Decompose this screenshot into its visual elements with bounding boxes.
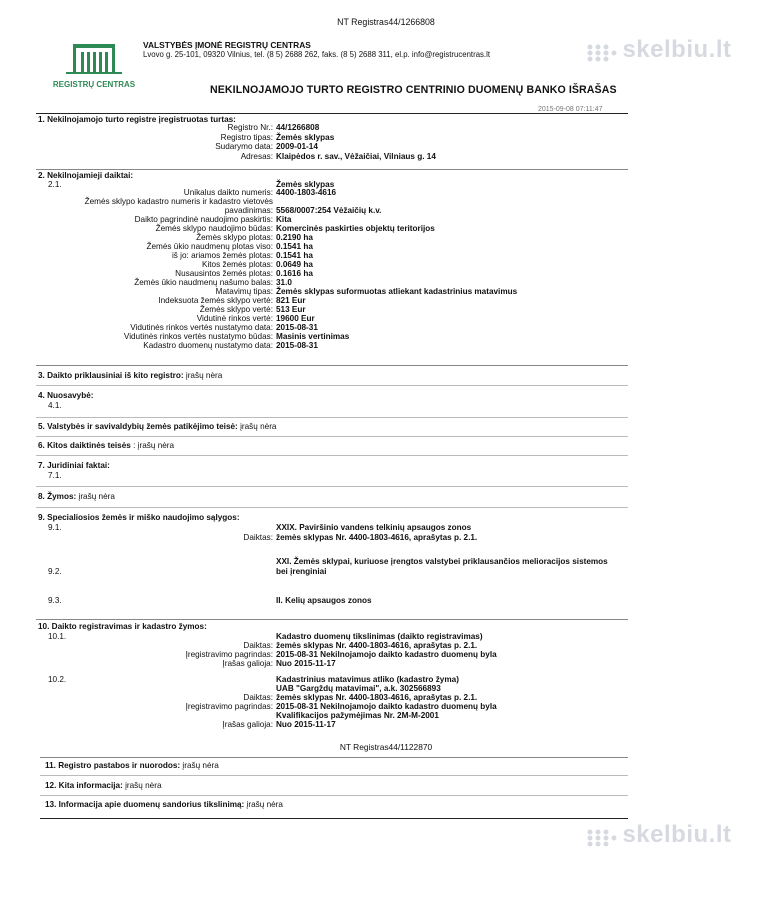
field-value: Klaipėdos r. sav., Vėžaičiai, Vilniaus g. 14 <box>276 151 436 161</box>
field-label: Kitos žemės plotas: <box>202 260 273 269</box>
section-divider <box>36 169 628 170</box>
cadastral-label-line-1: Žemės sklypo kadastro numeris ir kadastro vietovės <box>84 197 273 206</box>
field-value: 0.1616 ha <box>276 269 313 278</box>
field-value: 44/1266808 <box>276 123 320 132</box>
watermark-bottom <box>584 821 731 850</box>
section-divider <box>36 365 628 366</box>
field-value: 2015-08-31 <box>276 323 318 332</box>
field-label: Indeksuota žemės sklypo vertė: <box>158 296 273 305</box>
field-value: Nuo 2015-11-17 <box>276 659 336 668</box>
field-value: Kita <box>276 215 292 224</box>
section-divider <box>36 417 628 418</box>
item-number: 4.1. <box>48 401 62 410</box>
section-divider <box>36 619 628 620</box>
item-number: 7.1. <box>48 471 62 480</box>
item-number: 2.1. <box>48 180 62 189</box>
field-label: Kadastro duomenų nustatymo data: <box>143 341 273 350</box>
footer-divider <box>40 818 628 819</box>
section-divider <box>36 455 628 456</box>
section-11-heading: 11. Registro pastabos ir nuorodos: įrašų nėra <box>45 761 219 770</box>
watermark-text: skelbiu.lt <box>622 36 732 63</box>
doc-number-footer: NT Registras44/1122870 <box>339 742 433 752</box>
field-label: Registro tipas: <box>220 132 273 142</box>
field-label: Daiktas: <box>243 693 273 702</box>
organization-address: Lvovo g. 25-101, 09320 Vilnius, tel. (8 5) 2688 262, faks. (8 5) 2688 311, el.p. info@registrucentras.lt <box>143 50 490 59</box>
restriction-title: XXI. Žemės sklypai, kuriuose įrengtos valstybei priklausančios melioracijos sistemos <box>276 557 608 566</box>
field-value: 0.1541 ha <box>276 242 313 251</box>
section-10-heading: 10. Daikto registravimas ir kadastro žymos: <box>38 622 207 631</box>
item-title: Žemės sklypas <box>276 180 335 189</box>
field-value: Žemės sklypas <box>276 132 335 142</box>
section-6-heading: 6. Kitos daiktinės teisės : įrašų nėra <box>38 441 175 450</box>
section-divider <box>40 795 628 796</box>
field-value: 4400-1803-4616 <box>276 188 337 197</box>
field-label: Vidutinė rinkos vertė: <box>196 314 273 323</box>
organization-name: VALSTYBĖS ĮMONĖ REGISTRŲ CENTRAS <box>143 40 311 50</box>
section-divider <box>40 757 628 758</box>
field-value: Nuo 2015-11-17 <box>276 720 336 729</box>
registration-title: Kadastrinius matavimus atliko (kadastro žyma) <box>276 675 459 684</box>
field-value: 2015-08-31 <box>276 341 318 350</box>
section-13-heading: 13. Informacija apie duomenų sandorius tikslinimą: įrašų nėra <box>45 800 283 809</box>
field-value: 5568/0007:254 Vėžaičių k.v. <box>276 206 382 215</box>
section-7-heading: 7. Juridiniai faktai: <box>38 461 110 470</box>
field-label: Vidutinės rinkos vertės nustatymo data: <box>130 323 273 332</box>
watermark-dots-icon <box>584 41 618 65</box>
restriction-title-cont: bei įrenginiai <box>276 567 327 576</box>
field-label: Sudarymo data: <box>215 142 273 151</box>
section-1-heading: 1. Nekilnojamojo turto registre įregistruotas turtas: <box>38 115 236 124</box>
field-label: Nusausintos žemės plotas: <box>175 269 273 278</box>
field-value: 2015-08-31 Nekilnojamojo daikto kadastro duomenų byla <box>276 702 497 711</box>
restriction-title: II. Kelių apsaugos zonos <box>276 596 372 605</box>
field-value: 0.2190 ha <box>276 233 313 242</box>
object-label: Daiktas: <box>243 533 273 542</box>
field-label: Unikalus daikto numeris: <box>183 188 273 197</box>
logo-emblem-icon <box>52 42 136 94</box>
section-9-heading: 9. Specialiosios žemės ir miško naudojimo sąlygos: <box>38 513 240 522</box>
section-12-heading: 12. Kita informacija: įrašų nėra <box>45 781 162 790</box>
logo-text: REGISTRŲ CENTRAS <box>52 80 136 89</box>
field-value: Masinis vertinimas <box>276 332 350 341</box>
date-stamp: 2015-09-08 07:11:47 <box>538 106 603 113</box>
field-label: Įrašas galioja: <box>222 659 273 668</box>
document-title: NEKILNOJAMOJO TURTO REGISTRO CENTRINIO DUOMENŲ BANKO IŠRAŠAS <box>210 84 617 96</box>
restriction-title: XXIX. Paviršinio vandens telkinių apsaugos zonos <box>276 523 472 532</box>
item-number: 9.2. <box>48 567 62 576</box>
watermark-text: skelbiu.lt <box>622 821 732 848</box>
field-value: 31.0 <box>276 278 292 287</box>
field-value: 821 Eur <box>276 296 306 305</box>
field-label: iš jo: ariamos žemės plotas: <box>171 251 273 260</box>
field-label: Įrašas galioja: <box>222 720 273 729</box>
field-label: Žemės sklypo plotas: <box>196 233 273 242</box>
field-value: Komercinės paskirties objektų teritorijos <box>276 224 435 233</box>
section-8-heading: 8. Žymos: įrašų nėra <box>38 492 115 501</box>
field-label: Įregistravimo pagrindas: <box>185 702 273 711</box>
section-divider <box>40 775 628 776</box>
field-label: pavadinimas: <box>224 206 273 215</box>
field-label: Matavimų tipas: <box>215 287 273 296</box>
watermark-top <box>584 36 731 65</box>
field-label: Žemės ūkio naudmenų našumo balas: <box>134 278 273 287</box>
field-value: 19600 Eur <box>276 314 315 323</box>
section-divider <box>36 385 628 386</box>
object-value: žemės sklypas Nr. 4400-1803-4616, aprašytas p. 2.1. <box>276 533 478 542</box>
field-label: Žemės sklypo vertė: <box>199 305 273 314</box>
field-label: Įregistravimo pagrindas: <box>185 650 273 659</box>
section-3-heading: 3. Daikto priklausiniai iš kito registro: įrašų nėra <box>38 371 223 380</box>
field-value: 0.1541 ha <box>276 251 313 260</box>
field-value: Kvalifikacijos pažymėjimas Nr. 2M-M-2001 <box>276 711 439 720</box>
surveyor-company: UAB "Gargždų matavimai", a.k. 302566893 <box>276 684 441 693</box>
field-label: Žemės ūkio naudmenų plotas viso: <box>146 242 273 251</box>
item-number: 9.3. <box>48 596 62 605</box>
item-number: 10.1. <box>48 632 67 641</box>
field-value: 0.0649 ha <box>276 260 313 269</box>
field-value: Žemės sklypas suformuotas atliekant kadastrinius matavimus <box>276 287 518 296</box>
field-label: Žemės sklypo naudojimo būdas: <box>155 224 273 233</box>
section-5-heading: 5. Valstybės ir savivaldybių žemės patikėjimo teisė: įrašų nėra <box>38 422 277 431</box>
section-divider <box>36 436 628 437</box>
field-label: Vidutinės rinkos vertės nustatymo būdas: <box>123 332 273 341</box>
field-value: 2009-01-14 <box>276 142 318 151</box>
section-4-heading: 4. Nuosavybė: <box>38 391 94 400</box>
registru-centras-logo <box>52 42 136 94</box>
section-divider <box>36 486 628 487</box>
item-number: 9.1. <box>48 523 62 532</box>
item-number: 10.2. <box>48 675 67 684</box>
header-divider <box>36 113 628 114</box>
section-2-heading: 2. Nekilnojamieji daiktai: <box>38 171 134 180</box>
watermark-dots-icon <box>584 826 618 850</box>
field-label: Registro Nr.: <box>227 123 273 132</box>
doc-number-header: NT Registras44/1266808 <box>337 17 435 27</box>
field-label: Adresas: <box>240 151 273 161</box>
section-divider <box>36 507 628 508</box>
field-label: Daikto pagrindinė naudojimo paskirtis: <box>134 215 273 224</box>
field-value: žemės sklypas Nr. 4400-1803-4616, aprašytas p. 2.1. <box>276 641 478 650</box>
field-label: Daiktas: <box>243 641 273 650</box>
field-value: 513 Eur <box>276 305 306 314</box>
registration-title: Kadastro duomenų tikslinimas (daikto registravimas) <box>276 632 483 641</box>
field-value: žemės sklypas Nr. 4400-1803-4616, aprašytas p. 2.1. <box>276 693 478 702</box>
field-value: 2015-08-31 Nekilnojamojo daikto kadastro duomenų byla <box>276 650 497 659</box>
